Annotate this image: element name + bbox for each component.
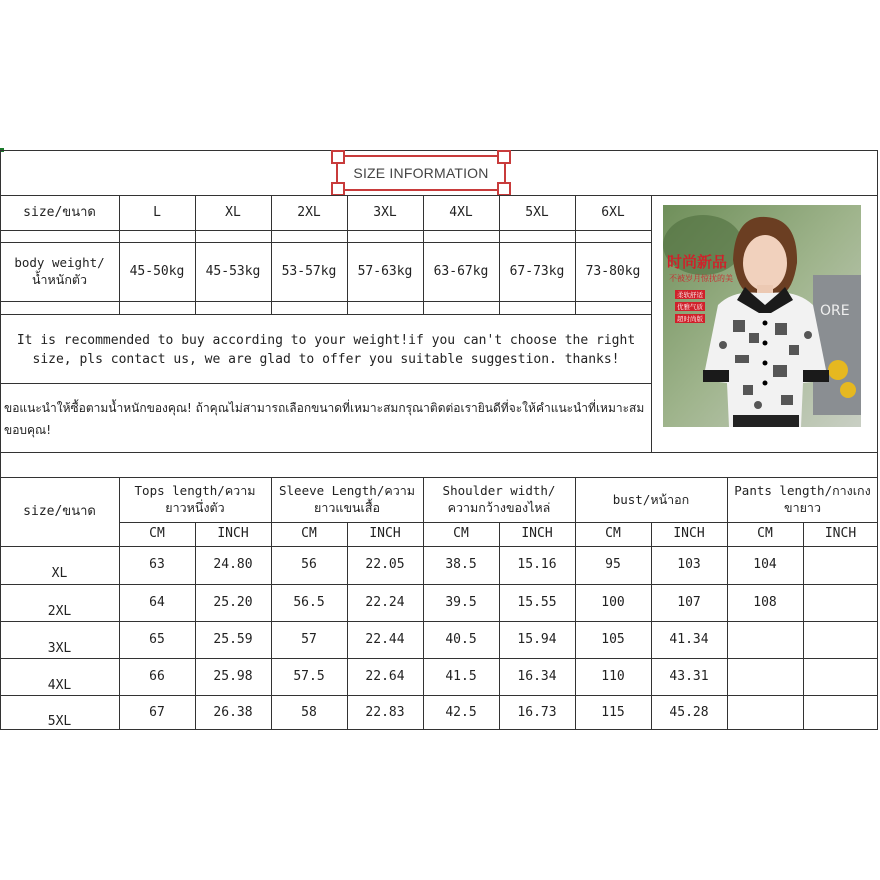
measure-value-cell: 67 [149,704,165,720]
row-size-label: 2XL [47,603,72,619]
weight-table-weight-label: body weight/ น้ำหนักตัว [14,255,105,287]
measure-unit-cell: INCH [824,526,857,542]
measure-value-cell: 22.44 [365,631,405,647]
measure-unit-cell: INCH [673,526,705,542]
measure-value-cell: 64 [149,594,165,610]
measure-value-cell: 15.16 [517,557,557,573]
measure-unit-cell: CM [605,526,621,542]
product-photo [663,205,861,427]
measure-header-cell: Shoulder width/ ความกว้างของไหล่ [442,483,556,515]
measure-value-cell [727,658,803,695]
measure-value-cell: 56.5 [293,594,325,610]
row-size-label: 3XL [47,640,72,656]
measure-value-cell: 66 [149,668,165,684]
measure-value-cell: 25.20 [213,594,253,610]
measure-value-cell: 22.05 [365,557,405,573]
measure-value-cell: 22.64 [365,668,405,684]
measure-value-cell: 105 [601,631,625,647]
measure-value-cell: 58 [301,704,317,720]
measure-value-cell: 115 [601,704,625,720]
row-size-label: XL [51,566,68,582]
measure-value-cell: 25.59 [213,631,253,647]
measure-unit-cell: CM [149,526,165,542]
svg-text:时尚新品: 时尚新品 [667,253,728,271]
grid-line [0,301,651,302]
measure-value-cell: 43.31 [669,668,709,684]
weight-size-cell: 3XL [373,205,397,221]
measure-value-cell: 57.5 [293,668,325,684]
measure-header-cell: Tops length/ความ ยาวหนึ่งตัว [134,483,256,515]
banner-corner-ornament [331,182,345,196]
measure-value-cell: 39.5 [445,594,477,610]
weight-value-cell: 45-50kg [129,264,185,280]
grid-line [0,230,651,231]
measure-table-size-label: size/ขนาด [23,504,96,520]
measure-value-cell: 107 [677,594,701,610]
row-size-label: 4XL [47,677,72,693]
product-tags [675,290,705,323]
measure-value-cell: 104 [753,557,777,573]
measure-value-cell [803,658,878,695]
grid-line [0,452,878,453]
measure-value-cell: 26.38 [213,704,253,720]
measure-value-cell: 16.73 [517,704,557,720]
measure-value-cell: 42.5 [445,704,477,720]
banner-corner-ornament [331,150,345,164]
measure-value-cell [803,621,878,658]
measure-value-cell: 65 [149,631,165,647]
measure-value-cell: 108 [753,594,777,610]
banner-corner-ornament [497,150,511,164]
measure-value-cell: 41.34 [669,631,709,647]
svg-text:ORE: ORE [820,303,850,319]
measure-value-cell [727,695,803,730]
measure-value-cell: 100 [601,594,625,610]
measure-value-cell [803,546,878,584]
measure-header-cell: Sleeve Length/ความ ยาวแขนเสื้อ [279,483,415,515]
measure-unit-cell: CM [301,526,317,542]
weight-value-cell: 67-73kg [509,264,565,280]
measure-unit-cell: INCH [369,526,401,542]
measure-header-cell: Pants length/กางเกง ขายาว [734,483,871,515]
product-photo-illustration [663,205,861,427]
weight-value-cell: 45-53kg [205,264,261,280]
recommendation-note-english: It is recommended to buy according to your weight!if you can't choose the right size, pls contact us, we are glad to offer you suitable suggestion. thanks! [16,333,636,367]
measure-value-cell: 56 [301,557,317,573]
weight-table-size-label: size/ขนาด [23,205,96,221]
measure-value-cell: 110 [601,668,625,684]
grid-line [651,195,652,452]
measure-value-cell: 45.28 [669,704,709,720]
measure-value-cell: 38.5 [445,557,477,573]
measure-unit-cell: INCH [217,526,249,542]
weight-value-cell: 73-80kg [585,264,641,280]
row-size-label: 5XL [47,713,72,729]
measure-value-cell: 16.34 [517,668,557,684]
weight-value-cell: 57-63kg [357,264,413,280]
banner-corner-ornament [497,182,511,196]
measure-value-cell: 22.83 [365,704,405,720]
weight-size-cell: 6XL [601,205,625,221]
measure-unit-cell: CM [453,526,469,542]
measure-value-cell: 40.5 [445,631,477,647]
weight-size-cell: 4XL [449,205,473,221]
weight-size-cell: 5XL [525,205,549,221]
svg-text:超时尚版: 超时尚版 [677,315,703,323]
weight-value-cell: 63-67kg [433,264,489,280]
measure-value-cell: 15.94 [517,631,557,647]
measure-value-cell: 57 [301,631,317,647]
measure-unit-cell: INCH [521,526,553,542]
banner-title: SIZE INFORMATION [353,165,489,181]
measure-header-cell: bust/หน้าอก [612,491,690,507]
measure-value-cell: 15.55 [517,594,557,610]
measure-value-cell: 24.80 [213,557,253,573]
svg-text:优雅气质: 优雅气质 [677,303,703,311]
weight-size-cell: XL [225,205,241,221]
measure-value-cell: 41.5 [445,668,477,684]
measure-value-cell [727,621,803,658]
weight-size-cell: L [153,205,161,221]
measure-value-cell: 95 [605,557,621,573]
grid-line [0,314,651,315]
weight-size-cell: 2XL [297,205,321,221]
measure-value-cell: 22.24 [365,594,405,610]
svg-text:柔软舒适: 柔软舒适 [677,291,703,299]
weight-value-cell: 53-57kg [281,264,337,280]
measure-value-cell: 103 [677,557,701,573]
measure-value-cell: 63 [149,557,165,573]
size-information-banner [336,155,506,191]
svg-text:不被岁月惊扰的美: 不被岁月惊扰的美 [669,274,733,283]
measure-value-cell: 25.98 [213,668,253,684]
measure-value-cell [803,584,878,621]
recommendation-note-thai: ขอแนะนำให้ซื้อตามน้ำหนักของคุณ! ถ้าคุณไม่สามารถเลือกขนาดที่เหมาะสมกรุณาติดต่อเรายินดีที่จะให้คำแนะนำที่เหมาะสม ขอบคุณ! [4,401,645,437]
grid-line [0,383,651,384]
measure-value-cell [803,695,878,730]
measure-unit-cell: CM [757,526,773,542]
